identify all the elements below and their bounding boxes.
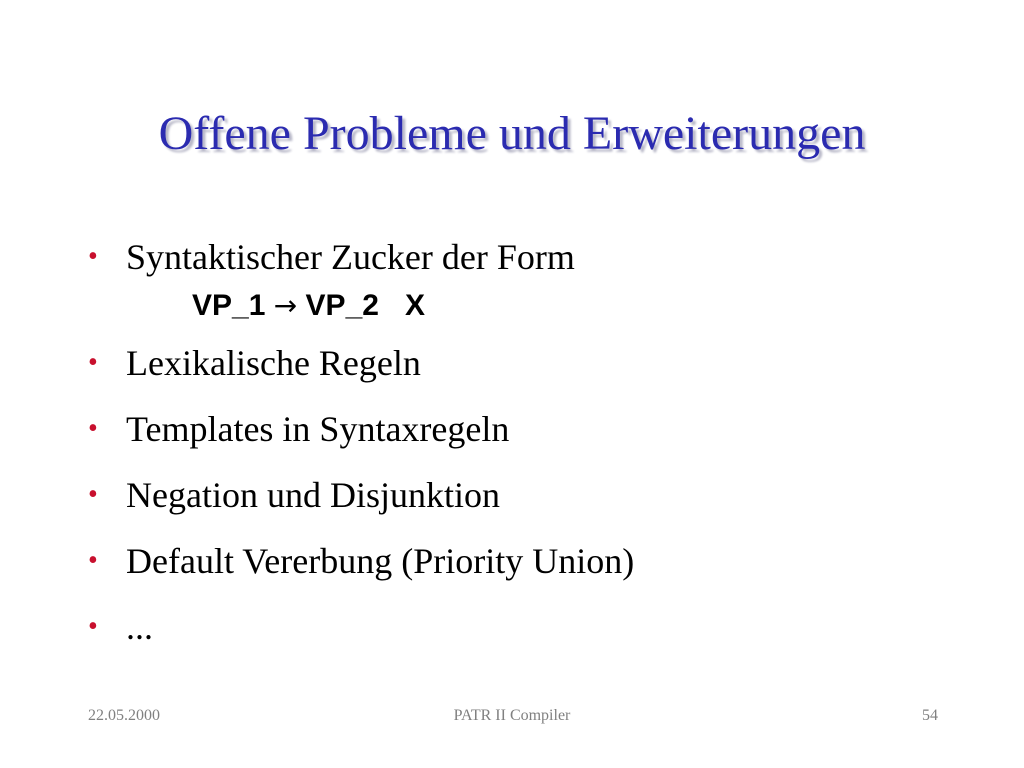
code-lhs: VP_1 (192, 289, 266, 322)
bullet-text: Negation und Disjunktion (126, 475, 500, 515)
bullet-text: Default Vererbung (Priority Union) (126, 541, 635, 581)
bullet-item (88, 338, 634, 388)
bullet-item (88, 232, 634, 282)
bullet-marker-icon: • (88, 347, 98, 378)
bullet-item (88, 470, 634, 520)
right-arrow-icon: → (273, 289, 298, 322)
bullet-item (88, 404, 634, 454)
bullet-text: Syntaktischer Zucker der Form (126, 237, 575, 277)
code-example (88, 282, 634, 330)
code-rhs-2: X (404, 289, 425, 322)
bullet-text: Lexikalische Regeln (126, 343, 421, 383)
footer-page-number: 54 (922, 707, 938, 724)
bullet-marker-icon: • (88, 545, 98, 576)
bullet-marker-icon: • (88, 479, 98, 510)
bullet-marker-icon: • (88, 413, 98, 444)
footer-date: 22.05.2000 (88, 707, 160, 724)
bullet-text: ... (126, 607, 153, 647)
bullet-list (88, 232, 634, 652)
bullet-marker-icon: • (88, 241, 98, 272)
bullet-item (88, 602, 634, 652)
slide-title: Offene Probleme und Erweiterungen (158, 107, 866, 160)
code-rhs-1: VP_2 (305, 289, 379, 322)
bullet-text: Templates in Syntaxregeln (126, 409, 510, 449)
footer-title: PATR II Compiler (453, 707, 571, 724)
bullet-marker-icon: • (88, 611, 98, 642)
bullet-item (88, 536, 634, 586)
